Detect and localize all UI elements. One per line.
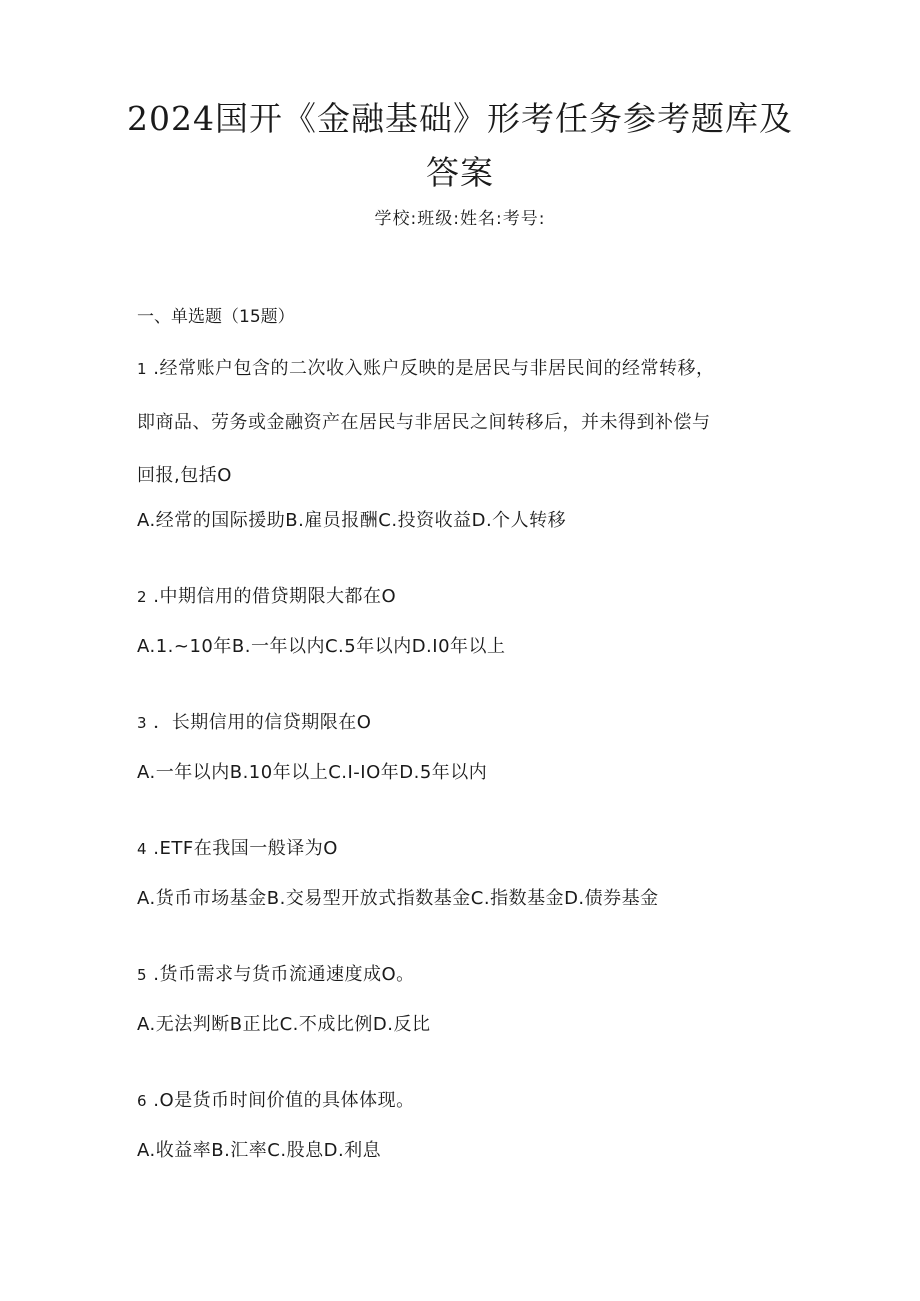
question-number: 1 bbox=[137, 360, 148, 378]
question-1-options: A.经常的国际援助B.雇员报酬C.投资收益D.个人转移 bbox=[137, 510, 567, 531]
question-2-options: A.1.~10年B.一年以内C.5年以内D.I0年以上 bbox=[137, 636, 506, 657]
question-6-options: A.收益率B.汇率C.股息D.利息 bbox=[137, 1140, 382, 1161]
student-info-line: 学校:班级:姓名:考号: bbox=[374, 209, 546, 229]
question-1 bbox=[137, 342, 787, 502]
question-4-line-1 bbox=[137, 822, 787, 876]
question-6-line-1 bbox=[137, 1074, 787, 1128]
title-line-1: 2024国开《金融基础》形考任务参考题库及 bbox=[127, 99, 793, 138]
question-5 bbox=[137, 948, 787, 1002]
question-text: .中期信用的借贷期限大都在O bbox=[153, 586, 397, 607]
question-number: 2 bbox=[137, 588, 148, 606]
question-3 bbox=[137, 696, 787, 750]
question-text: .ETF在我国一般译为O bbox=[153, 838, 338, 859]
question-3-line-1 bbox=[137, 696, 787, 750]
question-text: .O是货币时间价值的具体体现。 bbox=[153, 1090, 415, 1111]
question-number: 3 bbox=[137, 714, 148, 732]
question-1-line-3: 回报,包括O bbox=[137, 465, 232, 486]
question-6 bbox=[137, 1074, 787, 1128]
question-number: 6 bbox=[137, 1092, 148, 1110]
question-text: .经常账户包含的二次收入账户反映的是居民与非居民间的经常转移， bbox=[153, 358, 715, 379]
question-2 bbox=[137, 570, 787, 624]
question-5-line-1 bbox=[137, 948, 787, 1002]
question-number: 5 bbox=[137, 966, 148, 984]
question-2-line-1 bbox=[137, 570, 787, 624]
question-3-options: A.一年以内B.10年以上C.I-IO年D.5年以内 bbox=[137, 762, 488, 783]
question-5-options: A.无法判断B正比C.不成比例D.反比 bbox=[137, 1014, 431, 1035]
question-4 bbox=[137, 822, 787, 876]
document-title bbox=[100, 92, 820, 200]
question-number: 4 bbox=[137, 840, 148, 858]
section-heading: 一、单选题（15题） bbox=[137, 307, 295, 327]
question-text: .货币需求与货币流通速度成O。 bbox=[153, 964, 415, 985]
question-text: ．长期信用的信贷期限在O bbox=[153, 712, 372, 733]
question-1-line-1 bbox=[137, 342, 787, 396]
question-1-line-2: 即商品、劳务或金融资产在居民与非居民之间转移后，并未得到补偿与 bbox=[137, 412, 711, 433]
question-4-options: A.货币市场基金B.交易型开放式指数基金C.指数基金D.债券基金 bbox=[137, 888, 659, 909]
title-line-2: 答案 bbox=[426, 153, 494, 192]
